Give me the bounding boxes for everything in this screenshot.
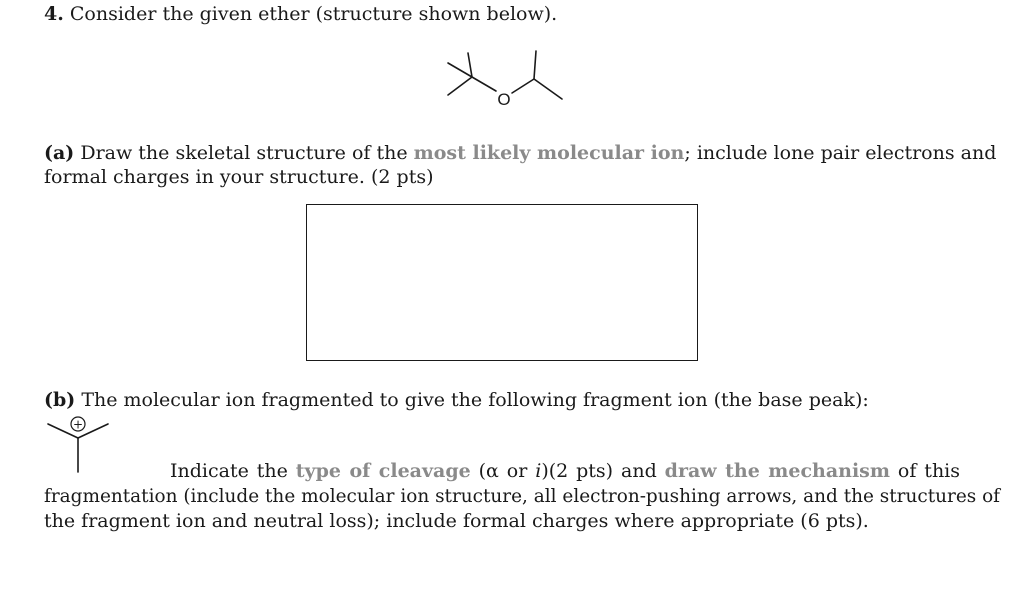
part-b-paren-i: i xyxy=(535,460,542,482)
part-b-paren-1: (α or xyxy=(478,460,528,482)
bond xyxy=(472,77,496,91)
oxygen-atom-label: O xyxy=(497,90,511,109)
bond xyxy=(448,63,472,77)
part-b-label: (b) xyxy=(44,389,76,411)
question-heading xyxy=(44,2,557,26)
bond xyxy=(448,77,472,95)
bond xyxy=(468,53,472,77)
part-a-label: (a) xyxy=(44,142,75,164)
bond xyxy=(534,51,536,79)
part-b-highlight-1: type of cleavage xyxy=(295,460,471,482)
question-title: Consider the given ether (structure shown below). xyxy=(69,3,558,25)
part-b-highlight-2: draw the mechanism xyxy=(664,460,890,482)
part-a-text-1: Draw the skeletal structure of the xyxy=(80,142,408,164)
part-a-line-2: formal charges in your structure. (2 pts) xyxy=(44,166,434,188)
part-a-line-1 xyxy=(44,141,996,165)
part-a-highlight: most likely molecular ion xyxy=(413,142,685,164)
part-b-line-2: fragmentation (include the molecular ion structure, all electron-pushing arrows, and the structures of xyxy=(44,485,1001,507)
part-b-instruction-line-1 xyxy=(170,459,960,483)
charge-symbol: + xyxy=(72,417,84,432)
part-b-line-1 xyxy=(44,388,869,412)
part-b-paren-2: )(2 pts) and xyxy=(541,460,657,482)
part-b-text-1: The molecular ion fragmented to give the following fragment ion (the base peak): xyxy=(81,389,869,411)
ether-structure xyxy=(440,45,580,115)
part-b-line-3: the fragment ion and neutral loss); include formal charges where appropriate (6 pts). xyxy=(44,510,869,532)
fragment-ion-structure xyxy=(44,414,114,474)
part-a-text-2: ; include lone pair electrons and xyxy=(684,142,997,164)
question-number: 4. xyxy=(44,3,64,25)
bond xyxy=(534,79,562,99)
part-b-indicate: Indicate the xyxy=(170,460,288,482)
answer-box[interactable] xyxy=(306,204,698,361)
bond xyxy=(512,79,534,93)
part-b-text-end-1: of this xyxy=(897,460,961,482)
